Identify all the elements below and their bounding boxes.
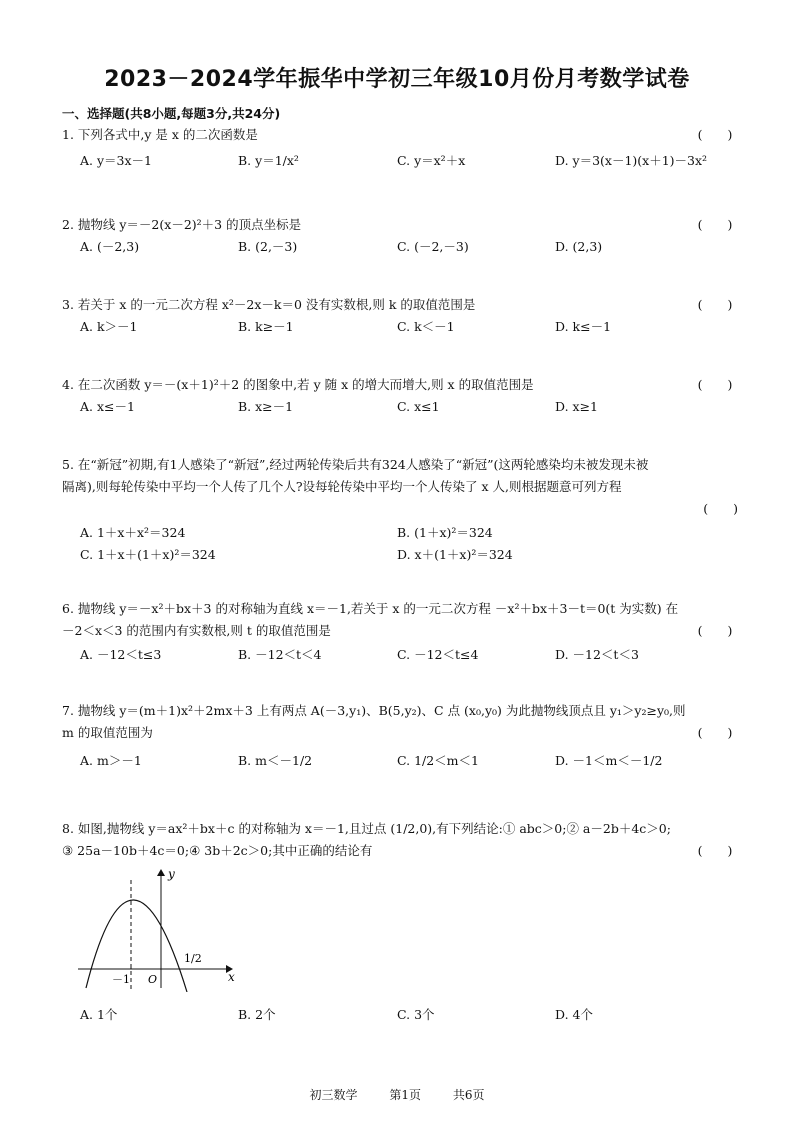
- option-d: D. －1＜m＜－1/2: [555, 753, 663, 768]
- footer-total: 共6页: [452, 1088, 485, 1102]
- answer-blank: ( ): [703, 501, 738, 516]
- parabola-graph: [76, 862, 246, 992]
- page-footer: [0, 1086, 794, 1103]
- option-c: C. 1/2＜m＜1: [397, 753, 479, 768]
- question-5: [62, 454, 738, 566]
- question-stem-line: 隔离),则每轮传染中平均一个人传了几个人?设每轮传染中平均一个人传染了 x 人,则根据题意可列方程: [62, 479, 622, 494]
- option-c: C. (－2,－3): [397, 239, 469, 254]
- footer-subject: 初三数学: [309, 1088, 358, 1102]
- option-d: D. k≤－1: [555, 319, 612, 334]
- option-d: D. x＋(1＋x)²＝324: [397, 547, 513, 562]
- question-3: [62, 294, 738, 338]
- question-1: [62, 124, 738, 172]
- answer-blank: ( ): [697, 623, 733, 638]
- answer-blank: ( ): [697, 127, 733, 142]
- option-a: A. 1个: [80, 1007, 118, 1022]
- option-d: D. x≥1: [555, 399, 598, 414]
- answer-blank: ( ): [697, 843, 733, 858]
- answer-blank: ( ): [697, 377, 733, 392]
- option-a: A. k＞－1: [80, 319, 138, 334]
- half-label: 1/2: [184, 952, 202, 965]
- question-stem: 4. 在二次函数 y＝－(x＋1)²＋2 的图象中,若 y 随 x 的增大而增大,则 x 的取值范围是: [62, 377, 534, 392]
- question-stem-line: ③ 25a－10b＋4c＝0;④ 3b＋2c＞0;其中正确的结论有: [62, 843, 373, 858]
- option-b: B. m＜－1/2: [238, 753, 313, 768]
- option-c: C. 3个: [397, 1007, 435, 1022]
- footer-page: 第1页: [389, 1088, 421, 1102]
- question-6: [62, 598, 738, 666]
- question-2: [62, 214, 738, 258]
- option-b: B. x≥－1: [238, 399, 294, 414]
- option-c: C. －12＜t≤4: [397, 647, 479, 662]
- answer-blank: ( ): [697, 217, 733, 232]
- question-stem: 2. 抛物线 y＝－2(x－2)²＋3 的顶点坐标是: [62, 217, 302, 232]
- option-c: C. k＜－1: [397, 319, 455, 334]
- option-d: D. (2,3): [555, 239, 603, 254]
- answer-blank: ( ): [697, 297, 733, 312]
- question-stem-line: 6. 抛物线 y＝－x²＋bx＋3 的对称轴为直线 x＝－1,若关于 x 的一元二次方程 －x²＋bx＋3－t＝0(t 为实数) 在: [62, 601, 679, 616]
- question-stem: 1. 下列各式中,y 是 x 的二次函数是: [62, 127, 258, 142]
- option-c: C. x≤1: [397, 399, 440, 414]
- option-a: A. m＞－1: [80, 753, 142, 768]
- neg-one-label: －1: [112, 973, 130, 986]
- question-stem-line: －2＜x＜3 的范围内有实数根,则 t 的取值范围是: [62, 623, 331, 638]
- option-b: B. k≥－1: [238, 319, 294, 334]
- page-title: 2023－2024学年振华中学初三年级10月份月考数学试卷: [104, 67, 690, 92]
- option-c: C. y＝x²＋x: [397, 153, 466, 168]
- option-b: B. y＝1/x²: [238, 153, 299, 168]
- question-8: [62, 818, 738, 862]
- option-d: D. y＝3(x－1)(x＋1)－3x²: [555, 153, 708, 168]
- option-a: A. 1＋x＋x²＝324: [80, 525, 186, 540]
- answer-blank: ( ): [697, 725, 733, 740]
- option-a: A. x≤－1: [80, 399, 135, 414]
- option-d: D. 4个: [555, 1007, 593, 1022]
- y-axis-label: y: [168, 867, 175, 881]
- origin-label: O: [148, 973, 158, 986]
- option-b: B. (1＋x)²＝324: [397, 525, 493, 540]
- question-4: [62, 374, 738, 418]
- question-stem-line: 8. 如图,抛物线 y＝ax²＋bx＋c 的对称轴为 x＝－1,且过点 (1/2,0),有下列结论:① abc＞0;② a－2b＋4c＞0;: [62, 821, 671, 836]
- question-stem: 3. 若关于 x 的一元二次方程 x²－2x－k＝0 没有实数根,则 k 的取值范围是: [62, 297, 476, 312]
- option-b: B. 2个: [238, 1007, 276, 1022]
- option-b: B. －12＜t＜4: [238, 647, 322, 662]
- option-a: A. (－2,3): [80, 239, 140, 254]
- question-8-options: [62, 1004, 738, 1026]
- parabola-figure: [76, 862, 246, 996]
- option-b: B. (2,－3): [238, 239, 298, 254]
- question-stem-line: m 的取值范围为: [62, 725, 153, 740]
- option-c: C. 1＋x＋(1＋x)²＝324: [80, 547, 216, 562]
- option-d: D. －12＜t＜3: [555, 647, 639, 662]
- x-axis-label: x: [228, 970, 235, 984]
- question-stem-line: 5. 在“新冠”初期,有1人感染了“新冠”,经过两轮传染后共有324人感染了“新冠”(这两轮感染均未被发现未被: [62, 457, 649, 472]
- parabola-curve: [86, 900, 187, 992]
- option-a: A. －12＜t≤3: [80, 647, 162, 662]
- option-a: A. y＝3x－1: [80, 153, 152, 168]
- section-heading: 一、选择题(共8小题,每题3分,共24分): [62, 106, 281, 121]
- question-stem-line: 7. 抛物线 y＝(m＋1)x²＋2mx＋3 上有两点 A(－3,y₁)、B(5,y₂)、C 点 (x₀,y₀) 为此抛物线顶点且 y₁＞y₂≥y₀,则: [62, 703, 686, 718]
- question-7: [62, 700, 738, 772]
